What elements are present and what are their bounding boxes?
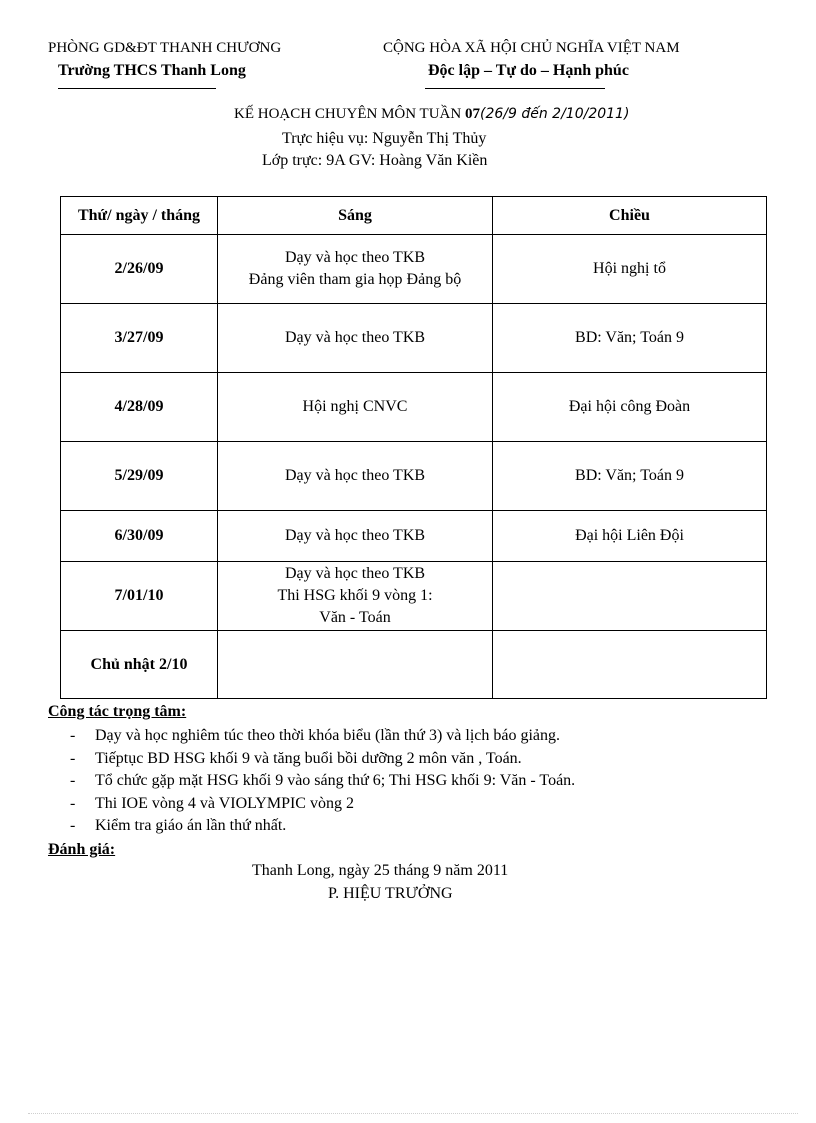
- motto-underline: [425, 88, 605, 89]
- list-item-text: Thi IOE vòng 4 và VIOLYMPIC vòng 2: [95, 794, 354, 812]
- row-morning: [218, 511, 493, 562]
- row-afternoon: BD: Văn; Toán 9: [493, 442, 767, 511]
- list-item-text: Kiểm tra giáo án lần thứ nhất.: [95, 817, 287, 834]
- row-day: 4/28/09: [61, 373, 218, 442]
- national-title: CỘNG HÒA XÃ HỘI CHỦ NGHĨA VIỆT NAM: [383, 40, 680, 56]
- row-morning: [218, 373, 493, 442]
- focus-list: [70, 725, 575, 838]
- list-item-text: Tiếptục BD HSG khối 9 và tăng buổi bồi dưỡng 2 môn văn , Toán.: [95, 749, 522, 767]
- table-row: [61, 562, 767, 631]
- morning-line: Đảng viên tham gia họp Đảng bộ: [248, 271, 462, 288]
- row-day: Chủ nhật 2/10: [61, 631, 218, 699]
- morning-line: Thi HSG khối 9 vòng 1:: [277, 587, 433, 604]
- row-day: 3/27/09: [61, 304, 218, 373]
- focus-heading: Công tác trọng tâm:: [48, 703, 187, 720]
- morning-line: Dạy và học theo TKB: [284, 565, 426, 582]
- header-afternoon: Chiều: [493, 197, 767, 235]
- row-day: 2/26/09: [61, 235, 218, 304]
- row-afternoon: Hội nghị tổ: [493, 235, 767, 304]
- weekly-schedule-table: [60, 196, 767, 699]
- table-header-row: [61, 197, 767, 235]
- list-item: - Thi IOE vòng 4 và VIOLYMPIC vòng 2: [70, 794, 354, 812]
- plan-title: [234, 106, 629, 123]
- row-afternoon: Đại hội Liên Đội: [493, 511, 767, 562]
- row-morning: [218, 562, 493, 631]
- row-morning: [218, 442, 493, 511]
- duty-class: Lớp trực: 9A GV: Hoàng Văn Kiền: [262, 152, 488, 169]
- duty-officer: Trực hiệu vụ: Nguyễn Thị Thủy: [282, 130, 487, 147]
- morning-line: Dạy và học theo TKB: [284, 329, 426, 346]
- evaluation-heading: Đánh giá:: [48, 841, 116, 858]
- row-day: 5/29/09: [61, 442, 218, 511]
- table-row: [61, 511, 767, 562]
- row-afternoon: [493, 562, 767, 631]
- list-item-text: Dạy và học nghiêm túc theo thời khóa biểu (lần thứ 3) và lịch báo giảng.: [95, 727, 561, 744]
- table-row: [61, 373, 767, 442]
- row-morning: [218, 304, 493, 373]
- row-day: 6/30/09: [61, 511, 218, 562]
- row-afternoon: BD: Văn; Toán 9: [493, 304, 767, 373]
- header-morning: Sáng: [218, 197, 493, 235]
- morning-line: Hội nghị CNVC: [302, 398, 408, 415]
- national-motto: Độc lập – Tự do – Hạnh phúc: [428, 62, 629, 79]
- morning-line: Dạy và học theo TKB: [284, 249, 426, 266]
- department-name: PHÒNG GD&ĐT THANH CHƯƠNG: [48, 40, 282, 56]
- table-row: [61, 631, 767, 699]
- table-row: [61, 442, 767, 511]
- row-day: 7/01/10: [61, 562, 218, 631]
- row-morning: [218, 235, 493, 304]
- morning-line: Dạy và học theo TKB: [284, 467, 426, 484]
- list-item: - Tiếptục BD HSG khối 9 và tăng buổi bồi dưỡng 2 môn văn , Toán.: [70, 749, 522, 767]
- plan-title-prefix: KẾ HOẠCH CHUYÊN MÔN TUẦN: [234, 106, 465, 122]
- table-row: [61, 235, 767, 304]
- row-morning: [218, 631, 493, 699]
- place-date: Thanh Long, ngày 25 tháng 9 năm 2011: [252, 862, 509, 879]
- signer-role: P. HIỆU TRƯỞNG: [328, 885, 453, 902]
- list-item: - Dạy và học nghiêm túc theo thời khóa biểu (lần thứ 3) và lịch báo giảng.: [70, 727, 561, 744]
- list-item-text: Tổ chức gặp mặt HSG khối 9 vào sáng thứ 6; Thi HSG khối 9: Văn - Toán.: [95, 772, 576, 789]
- list-item: - Tổ chức gặp mặt HSG khối 9 vào sáng thứ 6; Thi HSG khối 9: Văn - Toán.: [70, 772, 576, 789]
- row-afternoon: [493, 631, 767, 699]
- plan-week-number: 07: [464, 106, 480, 122]
- school-name: Trường THCS Thanh Long: [58, 62, 246, 79]
- header-day: Thứ/ ngày / tháng: [61, 197, 218, 235]
- plan-date-range: (26/9 đến 2/10/2011): [479, 106, 630, 122]
- table-row: [61, 304, 767, 373]
- row-afternoon: Đại hội công Đoàn: [493, 373, 767, 442]
- page-bottom-divider: [28, 1113, 798, 1114]
- morning-line: Văn - Toán: [319, 609, 391, 626]
- list-item: - Kiểm tra giáo án lần thứ nhất.: [70, 817, 287, 834]
- morning-line: Dạy và học theo TKB: [284, 527, 426, 544]
- school-underline: [58, 88, 216, 89]
